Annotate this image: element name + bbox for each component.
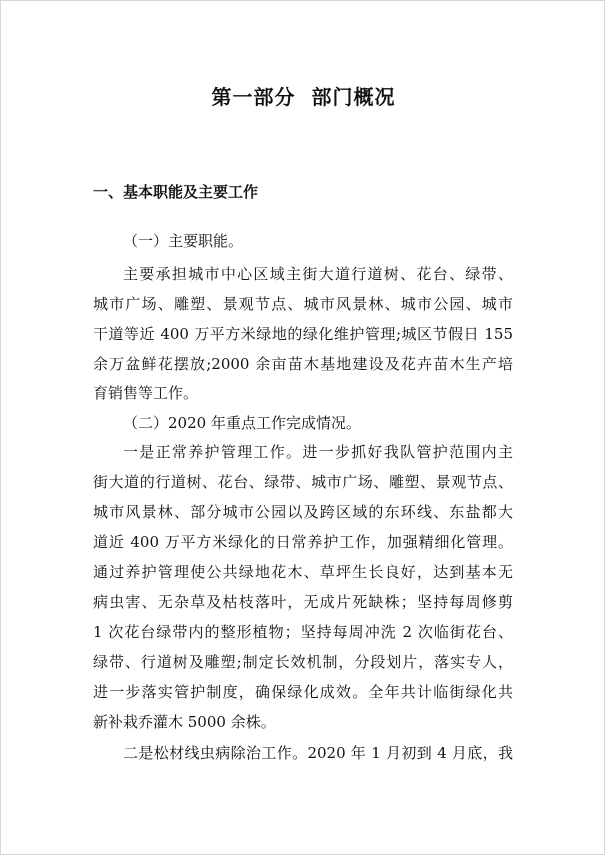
section-heading: 一、基本职能及主要工作 [93, 183, 259, 201]
paragraph-line: 病虫害、无杂草及枯枝落叶，无成片死缺株；坚持每周修剪 [93, 593, 513, 611]
paragraph-line: 城市广场、雕塑、景观节点、城市风景林、城市公园、城市 [93, 295, 513, 313]
paragraph-line: 二是松材线虫病除治工作。2020 年 1 月初到 4 月底，我 [123, 744, 513, 762]
paragraph-line: 干道等近 400 万平方米绿地的绿化维护管理;城区节假日 155 [93, 325, 513, 343]
paragraph-line: 城市风景林、部分城市公园以及跨区域的东环线、东盐都大 [93, 503, 513, 521]
paragraph-line: 一是正常养护管理工作。进一步抓好我队管护范围内主 [123, 443, 513, 461]
paragraph-line: 余万盆鲜花摆放;2000 余亩苗木基地建设及花卉苗木生产培 [93, 355, 513, 373]
subheading-main-duties: （一）主要职能。 [123, 232, 244, 250]
paragraph-line: 绿带、行道树及雕塑;制定长效机制，分段划片，落实专人， [93, 653, 513, 671]
paragraph-line: 进一步落实管护制度，确保绿化成效。全年共计临街绿化共 [93, 683, 513, 701]
paragraph-line: 通过养护管理使公共绿地花木、草坪生长良好，达到基本无 [93, 563, 513, 581]
paragraph-line: 1 次花台绿带内的整形植物；坚持每周冲洗 2 次临街花台、 [93, 623, 513, 641]
paragraph-line: 主要承担城市中心区域主街大道行道树、花台、绿带、 [123, 265, 513, 283]
subheading-key-work: （二）2020 年重点工作完成情况。 [123, 414, 361, 432]
paragraph-line: 育销售等工作。 [93, 384, 199, 402]
paragraph-line: 新补栽乔灌木 5000 余株。 [93, 713, 276, 731]
paragraph-line: 街大道的行道树、花台、绿带、城市广场、雕塑、景观节点、 [93, 473, 513, 491]
paragraph-line: 道近 400 万平方米绿化的日常养护工作，加强精细化管理。 [93, 533, 513, 551]
page-title: 第一部分 部门概况 [211, 85, 396, 109]
